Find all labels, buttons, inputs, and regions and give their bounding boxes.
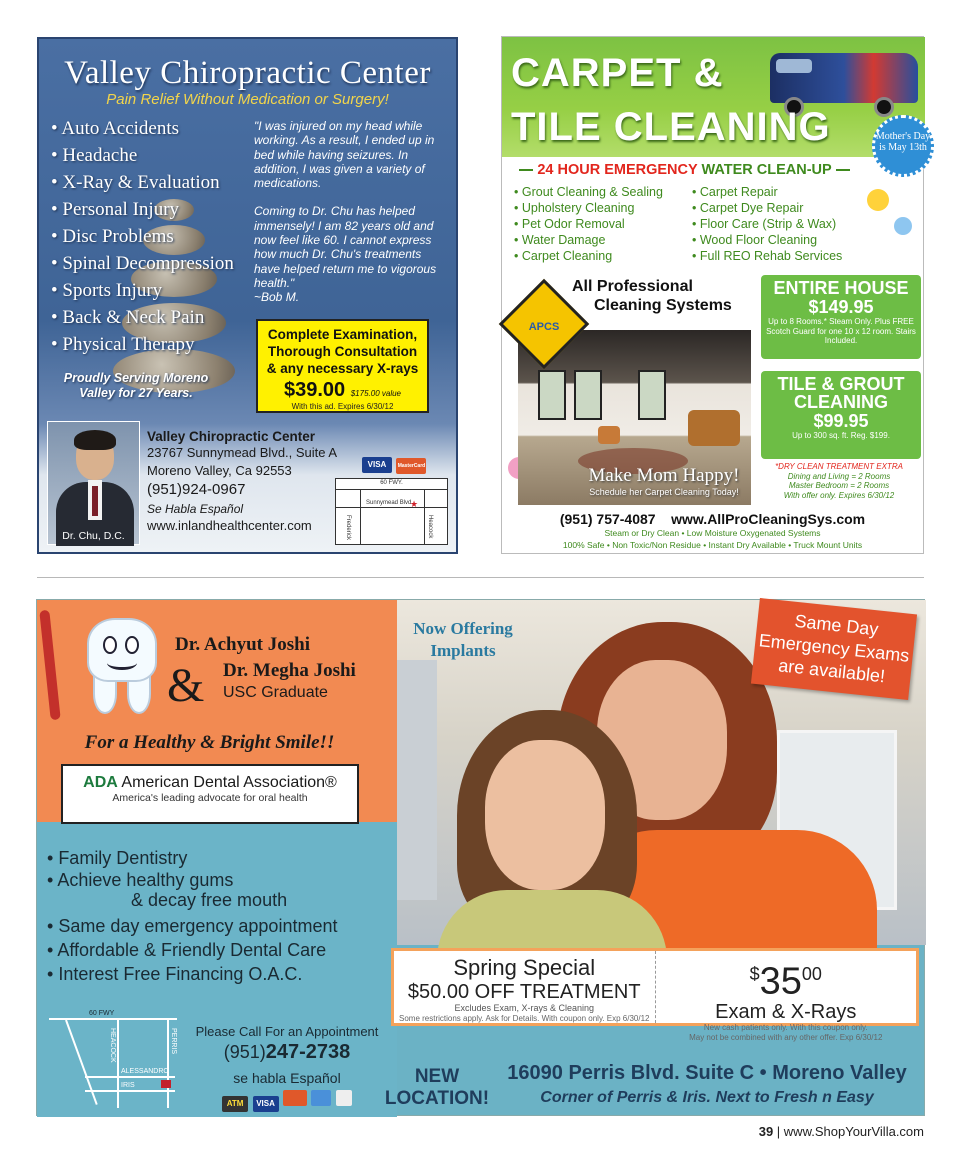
list-item: • Auto Accidents bbox=[51, 118, 180, 139]
testimonial-part-2: Coming to Dr. Chu has helped immensely! I am 82 years old and now feel like 60. I cannot express how much Dr. Chu's treatments have helped return me to vigorous health." ~Bob M. bbox=[254, 204, 437, 305]
mastercard-icon bbox=[283, 1090, 307, 1106]
chiro-contact bbox=[147, 429, 337, 533]
chiro-title: Valley Chiropractic Center bbox=[64, 55, 431, 91]
apcs-logo-text: APCS bbox=[528, 321, 560, 333]
website-link[interactable]: www.inlandhealthcenter.com bbox=[147, 518, 312, 533]
doctor-caption: Dr. Chu, D.C. bbox=[62, 530, 125, 542]
list-item: • Disc Problems bbox=[51, 226, 174, 247]
list-item: • Sports Injury bbox=[51, 280, 163, 301]
flower-icon bbox=[867, 189, 889, 211]
list-item: • Wood Floor Cleaning bbox=[692, 232, 842, 248]
website-link[interactable]: www.AllProCleaningSys.com bbox=[671, 511, 866, 527]
footer-website[interactable]: www.ShopYourVilla.com bbox=[783, 1124, 924, 1139]
list-item: • Carpet Dye Repair bbox=[692, 200, 842, 216]
list-item: • Upholstery Cleaning bbox=[514, 200, 663, 216]
atm-card-icon: ATM bbox=[222, 1096, 248, 1112]
dental-ad bbox=[36, 599, 925, 1116]
chiropractic-ad bbox=[37, 37, 458, 554]
list-item: • Carpet Repair bbox=[692, 184, 842, 200]
list-item: • Full REO Rehab Services bbox=[692, 248, 842, 264]
payment-cards bbox=[187, 1090, 387, 1112]
list-item: • Carpet Cleaning bbox=[514, 248, 663, 264]
doctor-name-1: Dr. Achyut Joshi bbox=[175, 634, 310, 655]
offer-line-3: & any necessary X-rays bbox=[266, 361, 419, 376]
make-mom-happy: Make Mom Happy! Schedule her Carpet Cleaning Today! bbox=[588, 465, 740, 497]
company-name: All Professional Cleaning Systems bbox=[572, 278, 732, 314]
smile-slogan: For a Healthy & Bright Smile!! bbox=[84, 732, 335, 753]
chiro-tagline: Pain Relief Without Medication or Surgery! bbox=[106, 91, 389, 108]
spring-special-coupon: Spring Special $50.00 OFF TREATMENT Excludes Exam, X-rays & Cleaning Some restrictions apply. Ask for Details. With coupon only. Exp 6/30/12 bbox=[399, 955, 650, 1023]
exam-xray-coupon: $^{\$}35^{00}$ Exam & X-Rays New cash patients only. With this coupon only. May not be combined with any other offer. Exp 6/30/12 bbox=[655, 951, 917, 1023]
address-line-1: 23767 Sunnymead Blvd., Suite A bbox=[147, 445, 338, 460]
list-item: • Grout Cleaning & Sealing bbox=[514, 184, 663, 200]
page-footer: 39 | www.ShopYourVilla.com bbox=[758, 1124, 924, 1139]
chiro-services-list bbox=[51, 115, 234, 358]
offer-line-2: Thorough Consultation bbox=[267, 344, 418, 359]
services-list-left bbox=[514, 184, 663, 264]
coupon-strip bbox=[391, 948, 919, 1042]
visa-card-icon: VISA bbox=[362, 457, 392, 473]
list-item: • Floor Care (Strip & Wax) bbox=[692, 216, 842, 232]
flower-icon bbox=[894, 217, 912, 235]
services-list-right bbox=[692, 184, 842, 264]
testimonial bbox=[254, 119, 444, 319]
divider bbox=[37, 577, 924, 578]
list-item: • Water Damage bbox=[514, 232, 663, 248]
new-location: NEW LOCATION! bbox=[384, 1066, 490, 1109]
amex-card-icon bbox=[311, 1090, 331, 1106]
dental-address: 16090 Perris Blvd. Suite C • Moreno Valley Corner of Perris & Iris. Next to Fresh n Easy bbox=[507, 1062, 907, 1106]
discover-card-icon bbox=[336, 1090, 352, 1106]
same-day-banner: Same Day Emergency Exams are available! bbox=[751, 598, 917, 700]
proudly-serving: Proudly Serving Moreno Valley for 27 Years. bbox=[63, 371, 209, 400]
exam-coupon bbox=[256, 319, 429, 413]
page-number: 39 bbox=[758, 1124, 774, 1139]
carpet-footer: (951) 757-4087 www.AllProCleaningSys.com Steam or Dry Clean • Low Moisture Oxygenated Systems 100% Safe • Non Toxic/Non Residue • Instant Dry Available • Truck Mount Units bbox=[559, 511, 866, 550]
list-item: • Headache bbox=[51, 145, 138, 166]
tooth-mascot-icon bbox=[73, 618, 165, 716]
emergency-banner: 24 HOUR EMERGENCY WATER CLEAN-UP bbox=[512, 162, 857, 178]
list-item: • Personal Injury bbox=[51, 199, 180, 220]
list-item: • Interest Free Financing O.A.C. bbox=[47, 962, 337, 986]
doctor-name-2: Dr. Megha Joshi bbox=[223, 660, 356, 681]
offer-line-1: Complete Examination, bbox=[267, 327, 418, 342]
carpet-cleaning-ad bbox=[501, 36, 931, 554]
phone-number: (951)924-0967 bbox=[147, 481, 246, 498]
usc-graduate: USC Graduate bbox=[223, 684, 328, 701]
list-item: • Pet Odor Removal bbox=[514, 216, 663, 232]
list-item: • X-Ray & Evaluation bbox=[51, 172, 220, 193]
payment-cards bbox=[362, 454, 426, 474]
offer-expiration: With this ad. Expires 6/30/12 bbox=[291, 402, 394, 411]
visa-card-icon: VISA bbox=[253, 1096, 279, 1112]
phone-number: (951) 757-4087 bbox=[559, 511, 656, 527]
spanish-note: Se Habla Español bbox=[147, 502, 244, 516]
list-item: • Spinal Decompression bbox=[51, 253, 234, 274]
mastercard-icon: MasterCard bbox=[396, 458, 426, 474]
implants-note: Now Offering Implants bbox=[413, 619, 513, 660]
location-map: 60 FWY. Sunnymead Blvd. ★ Frederick Heacock bbox=[335, 478, 448, 545]
list-item: • Family Dentistry bbox=[47, 846, 337, 870]
dry-clean-note: *DRY CLEAN TREATMENT EXTRA Dining and Living = 2 Rooms Master Bedroom = 2 Rooms With offer only. Expires 6/30/12 bbox=[775, 462, 903, 500]
doctor-photo bbox=[47, 421, 140, 545]
list-item: • Same day emergency appointment bbox=[47, 914, 337, 938]
list-item: • Affordable & Friendly Dental Care bbox=[47, 938, 337, 962]
phone-number: 247-2738 bbox=[265, 1041, 351, 1063]
clinic-name: Valley Chiropractic Center bbox=[147, 429, 316, 444]
carpet-title-line-1: CARPET & bbox=[511, 51, 724, 95]
list-item: • Physical Therapy bbox=[51, 334, 195, 355]
dental-services-list bbox=[47, 846, 337, 986]
mothers-day-badge: Mother's Day is May 13th bbox=[872, 115, 934, 177]
list-item: • Achieve healthy gums & decay free mouth bbox=[47, 870, 337, 914]
address-line-2: Moreno Valley, Ca 92553 bbox=[147, 463, 292, 478]
testimonial-author: ~Bob M. bbox=[254, 290, 300, 305]
carpet-title-line-2: TILE CLEANING bbox=[511, 105, 831, 149]
location-map: 60 FWY HEACOCK PERRIS ALESSANDRO IRIS bbox=[45, 1014, 179, 1114]
offer-price: $39.00 $175.00 value bbox=[284, 379, 401, 401]
ada-logo: ADA American Dental Association® America's leading advocate for oral health bbox=[61, 764, 359, 824]
location-marker-icon bbox=[161, 1080, 171, 1088]
testimonial-part-1: "I was injured on my head while working. As a result, I ended up in bed while having seizures. In addition, I was given a variety of medications. bbox=[254, 119, 435, 191]
list-item: • Back & Neck Pain bbox=[51, 307, 205, 328]
entire-house-offer: ENTIRE HOUSE $149.95 Up to 8 Rooms.* Steam Only. Plus FREE Scotch Guard for one 10 x 12 room. Stairs Included. bbox=[761, 275, 921, 359]
call-block: Please Call For an Appointment (951)247-2738 se habla Español ATM VISA bbox=[187, 1024, 387, 1112]
ampersand: & bbox=[167, 659, 205, 712]
tile-grout-offer: TILE & GROUT CLEANING $99.95 Up to 300 sq. ft. Reg. $199. bbox=[761, 371, 921, 459]
